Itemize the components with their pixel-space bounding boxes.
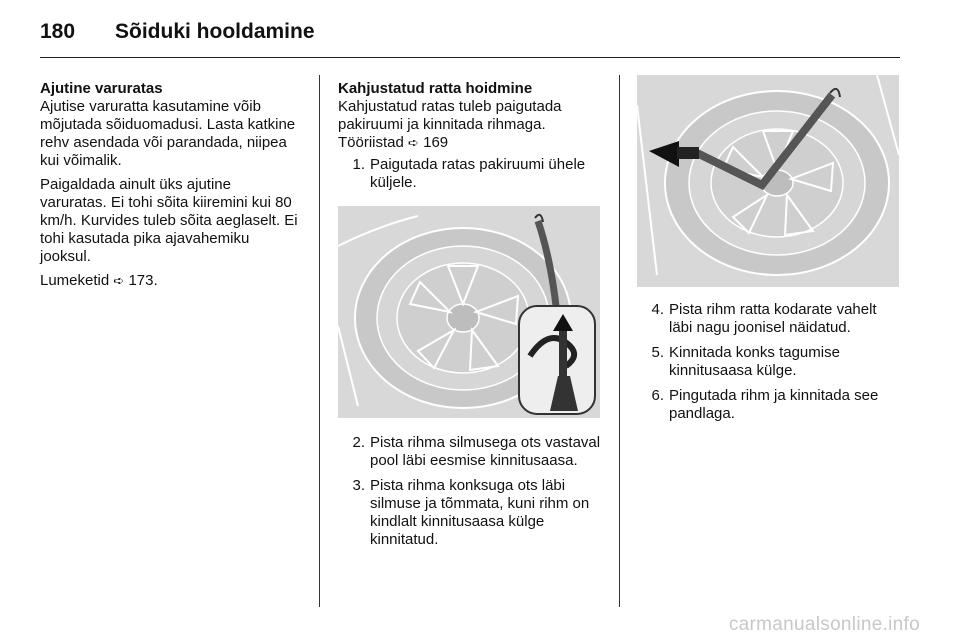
list-item (637, 387, 903, 423)
reference-text: Tööriistad (338, 134, 404, 151)
step-number: 2. (352, 434, 365, 451)
list-item (637, 301, 903, 337)
list-item (338, 434, 606, 470)
column-divider (319, 75, 320, 607)
column-damaged-wheel (338, 80, 606, 557)
arrow-right-icon: ➪ (113, 273, 125, 288)
column-temporary-spare (40, 80, 300, 296)
page-header (40, 20, 315, 50)
illustration-tire-strap (338, 206, 600, 418)
step-number: 1. (352, 156, 365, 173)
step-text: Pingutada rihm ja kinnitada see pandlaga. (669, 387, 879, 422)
step-text: Pista rihma silmusega ots vastaval pool läbi eesmise kinnitusaasa. (370, 434, 601, 469)
paragraph: Paigaldada ainult üks ajutine varuratas. Ei tohi sõita kiiremini kui 80 km/h. Kurvides tuleb sõita aeglaselt. Ei tohi kasutada pika ajavahemiku jooksul. (40, 176, 298, 265)
step-text: Pista rihm ratta kodarate vahelt läbi nagu joonisel näidatud. (669, 301, 877, 336)
list-item (338, 156, 606, 192)
step-number: 3. (352, 477, 365, 494)
reference-text: Lumeketid (40, 272, 110, 289)
column-divider (619, 75, 620, 607)
cross-reference (338, 134, 606, 152)
page-reference: 173. (128, 272, 158, 289)
header-divider (40, 57, 900, 58)
page-number: 180 (40, 20, 76, 43)
step-list (338, 434, 606, 549)
step-number: 4. (651, 301, 664, 318)
step-text: Pista rihma konksuga ots läbi silmuse ja tõmmata, kuni rihm on kindlalt kinnitusaasa külge kinnitatud. (370, 477, 590, 548)
list-item (338, 477, 606, 549)
step-number: 6. (651, 387, 664, 404)
illustration-strapped-tire (637, 75, 899, 287)
step-text: Kinnitada konks tagumise kinnitusaasa külge. (669, 344, 840, 379)
arrow-right-icon: ➪ (408, 135, 419, 150)
list-item (637, 344, 903, 380)
cross-reference (40, 272, 300, 290)
step-list (637, 301, 903, 423)
section-heading: Kahjustatud ratta hoidmine (338, 80, 533, 97)
tire-illustration (338, 206, 600, 418)
column-strap-steps (637, 75, 903, 431)
step-text: Paigutada ratas pakiruumi ühele küljele. (370, 156, 586, 191)
step-number: 5. (651, 344, 664, 361)
strapped-tire-illustration (637, 75, 899, 287)
page-reference: 169 (423, 134, 449, 151)
step-list (338, 156, 606, 192)
watermark: carmanualsonline.info (728, 614, 920, 635)
paragraph: Kahjustatud ratas tuleb paigutada pakiruumi ja kinnitada rihmaga. (338, 98, 562, 133)
section-heading: Ajutine varuratas (40, 80, 163, 97)
page-title: Sõiduki hooldamine (115, 20, 315, 43)
paragraph: Ajutise varuratta kasutamine võib mõjutada sõiduomadusi. Lasta katkine rehv asendada või parandada, niipea kui võimalik. (40, 98, 296, 169)
